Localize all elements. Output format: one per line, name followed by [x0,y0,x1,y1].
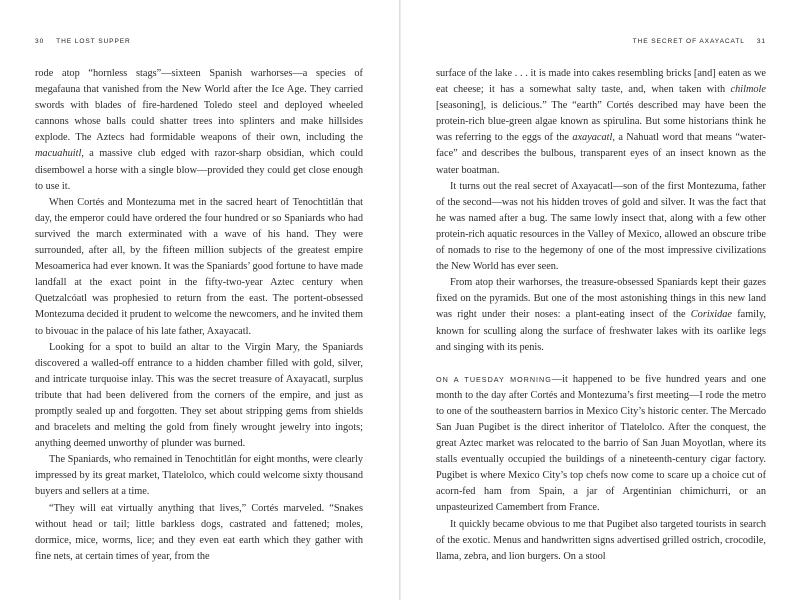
italic-term: macuahuitl [35,148,82,160]
italic-term: Corixidae [690,309,732,321]
paragraph [35,66,363,195]
italic-term: chilmole [730,84,766,96]
running-head-title: THE SECRET OF AXAYACATL [632,38,745,45]
paragraph [436,517,766,565]
text-run: [seasoning], is delicious.” The “earth” Cortés described may have been the protein-rich blue-green algae known as spirulina. But some historians think he was referring to the eggs of the [436,100,766,144]
running-header-left [35,38,131,45]
text-run: rode atop “hornless stags”—sixteen Spanish warhorses—a species of megafauna that vanished from the New World after the Ice Age. They carried swords with blades of fire-hardened Toledo steel and deployed wheeled cannons whose balls could shatter trees into splinters and make hillsides explode. The Aztecs had formidable weapons of their own, including the [35,68,363,144]
paragraph [436,275,766,355]
text-run: It quickly became obvious to me that Pugibet also targeted tourists in search of the exotic. Menus and handwritten signs advertised grilled ostrich, crocodile, llama, zebra, and lion burgers. On a stool [436,518,766,562]
text-run: , a massive club edged with razor-sharp obsidian, which could disembowel a horse with a single blow—provided they could get close enough to use it. [35,148,363,192]
text-run: —it happened to be five hundred years and one month to the day after Cortés and Montezuma’s first meeting—I rode the metro to one of the southeastern barrios in Mexico City’s historic center. The Mercado San Juan Pugibet is the direct inheritor of Tlatelolco. After the conquest, the great Aztec market was relocated to the barrio of San Juan Moyotlan, where its stalls eventually occupied the buildings of a nineteenth-century cigar factory. Pugibet is where Mexico City’s top chefs now come to scare up a choice cut of acorn-fed ham from Spain, a jar of Argentinian chimichurri, or an unpasteurized Camembert from France. [436,373,766,514]
running-head-title: THE LOST SUPPER [56,38,131,45]
italic-term: axayacatl [572,132,613,144]
text-run: Looking for a spot to build an altar to the Virgin Mary, the Spaniards discovered a walled-off entrance to a hidden chamber filled with gold, silver, and intricate turquoise inlay. This was the secret treasure of Axayacatl, surplus tribute that had been delivered from the corners of the empire, and just as promptly sealed up and forgotten. They set about stripping gems from shields and bracelets and melting the gold from finely wrought jewelry into ingots; anything deemed unworthy of plunder was burned. [35,341,363,450]
run-in-heading: ON A TUESDAY MORNING [436,374,552,384]
left-page [0,0,399,600]
text-run: It turns out the real secret of Axayacatl—son of the first Montezuma, father of the second—was not his hidden troves of gold and silver. It was the fact that he was named after a bug. The same lowly insect that, along with a few other protein-rich aquatic resources in the Valley of Mexico, allowed an obscure tribe of nomads to rise to the hegemony of one of the most impressive civilizations the New World has ever seen. [436,180,766,273]
paragraph [35,501,363,565]
paragraph [35,195,363,340]
text-run: When Cortés and Montezuma met in the sacred heart of Tenochtitlán that day, the emperor could have ordered the four hundred or so Spaniards who had survived the march exterminated with a wave of his hand. They were surrounded, after all, by the fifteen million subjects of the greatest empire Mesoamerica had ever known. It was the Spaniards’ good fortune to have made landfall at the exact point in the fifty-two-year Aztec century when Quetzalcóatl was prophesied to return from the east. The portent-obsessed Montezuma decided it prudent to welcome the newcomers, and he invited them to bivouac in the palace of his late father, Axayacatl. [35,196,363,337]
text-run: From atop their warhorses, the treasure-obsessed Spaniards kept their gazes fixed on the pyramids. But one of the most astonishing things in this new land was right under their noses: a plant-eating insect of the [436,277,766,321]
section-opening-paragraph [436,372,766,517]
running-header-right [633,38,766,45]
text-run: The Spaniards, who remained in Tenochtitlán for eight months, were clearly impressed by its great market, Tlatelolco, which could welcome sixty thousand buyers and sellers at a time. [35,454,363,498]
text-run: surface of the lake . . . it is made into cakes resembling bricks [and] eaten as we eat cheese; it has a somewhat salty taste, and, when taken with [436,68,766,96]
right-page [401,0,800,600]
text-run: “They will eat virtually anything that lives,” Cortés marveled. “Snakes without head or tail; little barkless dogs, castrated and fattened; moles, dormice, mice, worms, lice; and they even eat earth which they gather with fine nets, at certain times of year, from the [35,502,363,562]
page-number: 30 [35,38,45,45]
page-number: 31 [756,38,766,45]
right-page-body [436,66,766,565]
left-page-body [35,66,363,565]
paragraph [436,66,766,179]
paragraph [35,340,363,453]
text-run: family, known for sculling along the surface of freshwater lakes with its oarlike legs and singing with its penis. [436,309,767,353]
paragraph [35,452,363,500]
text-run: , a Nahuatl word that means “water-face” and describes the bulbous, transparent eyes of an insect known as the water boatman. [436,132,766,176]
paragraph [436,179,766,276]
